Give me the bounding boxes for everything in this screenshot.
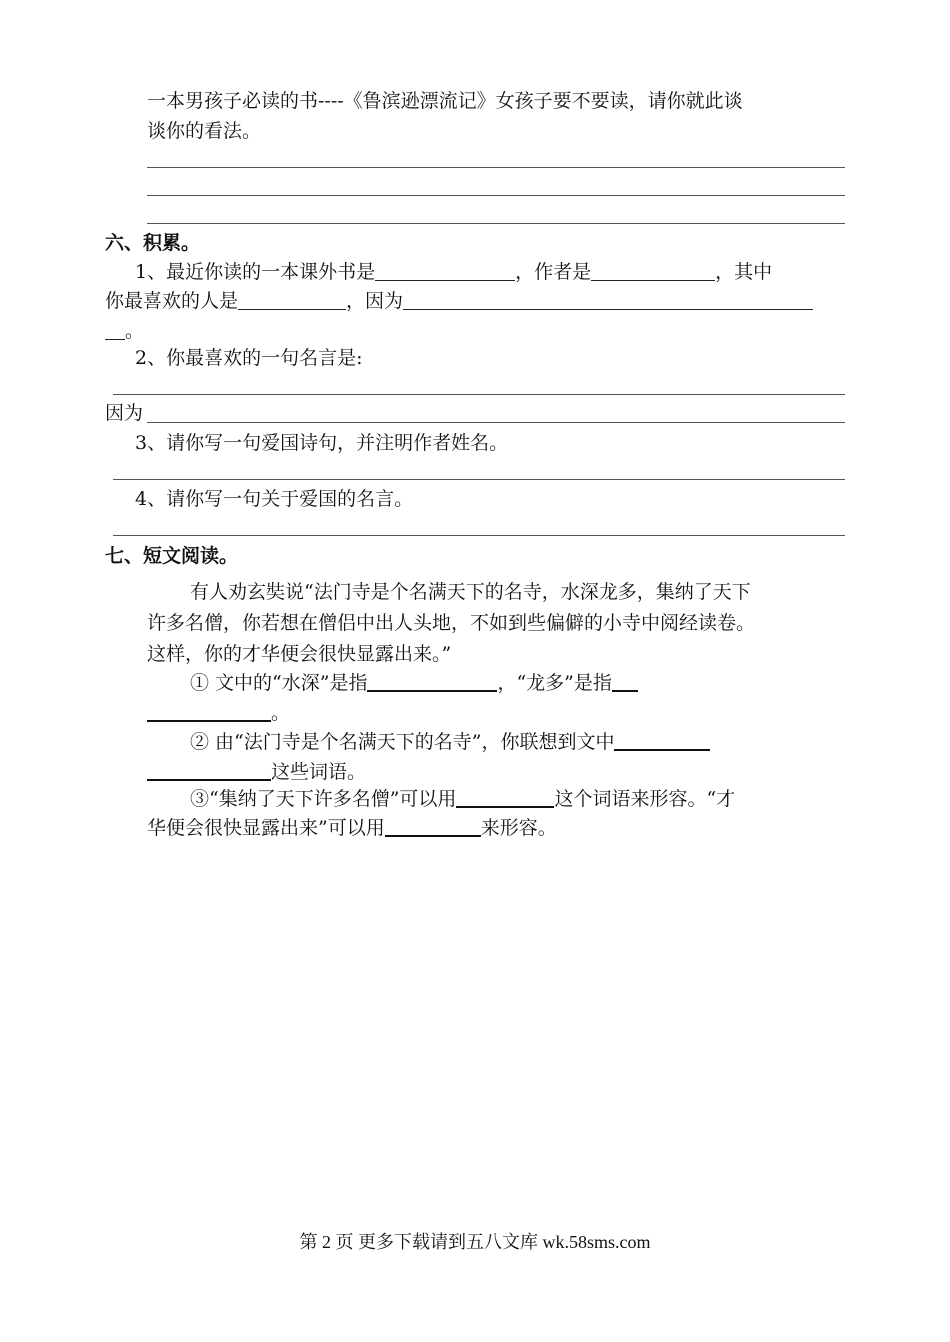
longduo-blank[interactable] [612,670,638,692]
related-words-blank[interactable] [614,729,710,751]
s7-q2-line2 [147,759,366,785]
shuishen-blank[interactable] [367,670,497,692]
page-footer: 第 2 页 更多下载请到五八文库 wk.58sms.com [299,1232,651,1252]
s6-q2-because-line [105,400,143,426]
s6-q2: 2、你最喜欢的一句名言是: [135,347,363,369]
s7-q2-text-a: ② 由“法门寺是个名满天下的名寺”，你联想到文中 [190,731,615,753]
intro-line-2: 谈你的看法。 [147,120,262,142]
s6-q1-text-d: 你最喜欢的人是 [105,290,239,312]
s6-q1-text-f: 。 [125,320,145,342]
poem-answer-line[interactable] [113,479,845,480]
favorite-quote-line[interactable] [113,394,845,395]
s7-q3-line1 [190,786,735,812]
author-blank[interactable] [591,260,715,281]
s7-q1-text-b: ，“龙多”是指 [497,672,612,694]
s7-q2-line1 [190,729,710,755]
passage-line-2: 许多名僧，你若想在僧侣中出人头地，不如到些偏僻的小寺中阅经读卷。 [147,612,756,634]
s7-q3-text-a: ③“集纳了天下许多名僧”可以用 [190,788,457,810]
longduo-blank-continued[interactable] [147,700,271,722]
s7-q3-text-b: 这个词语来形容。“才 [554,788,736,810]
s7-q3-line2 [147,815,557,841]
favorite-person-blank[interactable] [238,289,346,310]
s7-q1-text-a: ① 文中的“水深”是指 [190,672,368,694]
s6-q1-text-e: ，因为 [346,290,404,312]
s7-q1-line1 [190,670,638,696]
describe-monks-blank[interactable] [456,786,554,808]
answer-line[interactable] [147,195,845,196]
passage-line-1: 有人劝玄奘说“法门寺是个名满天下的名寺，水深龙多，集纳了天下 [190,581,751,603]
describe-talent-blank[interactable] [385,815,481,837]
s6-q1-line3 [105,318,144,344]
s6-q3: 3、请你写一句爱国诗句，并注明作者姓名。 [135,432,509,454]
s6-q1-text-b: ，作者是 [515,261,592,283]
answer-line[interactable] [147,167,845,168]
section-7-heading: 七、短文阅读。 [105,545,239,567]
reason-blank[interactable] [403,289,813,310]
s7-q1-text-c: 。 [271,702,291,724]
related-words-blank-continued[interactable] [147,759,271,781]
section-6-heading: 六、积累。 [105,232,201,254]
patriotic-quote-line[interactable] [113,535,845,536]
s6-q1-line1 [135,259,772,285]
s6-q1-line2 [105,288,813,314]
book-title-blank[interactable] [375,260,515,281]
s7-q3-text-d: 来形容。 [480,817,557,839]
s6-q1-text-c: ，其中 [715,261,773,283]
answer-line[interactable] [147,223,845,224]
quote-reason-line[interactable] [147,422,845,423]
s6-q2-because: 因为 [105,402,144,424]
s7-q2-text-b: 这些词语。 [271,761,367,783]
s7-q1-line2 [147,700,290,726]
reason-blank-continued[interactable] [105,319,125,340]
intro-line-1: 一本男孩子必读的书----《鲁滨逊漂流记》女孩子要不要读，请你就此谈 [147,90,743,112]
s6-q4: 4、请你写一句关于爱国的名言。 [135,488,414,510]
s6-q1-text-a: 1、最近你读的一本课外书是 [135,261,376,283]
s7-q3-text-c: 华便会很快显露出来”可以用 [147,817,385,839]
passage-line-3: 这样，你的才华便会很快显露出来。” [147,643,452,665]
